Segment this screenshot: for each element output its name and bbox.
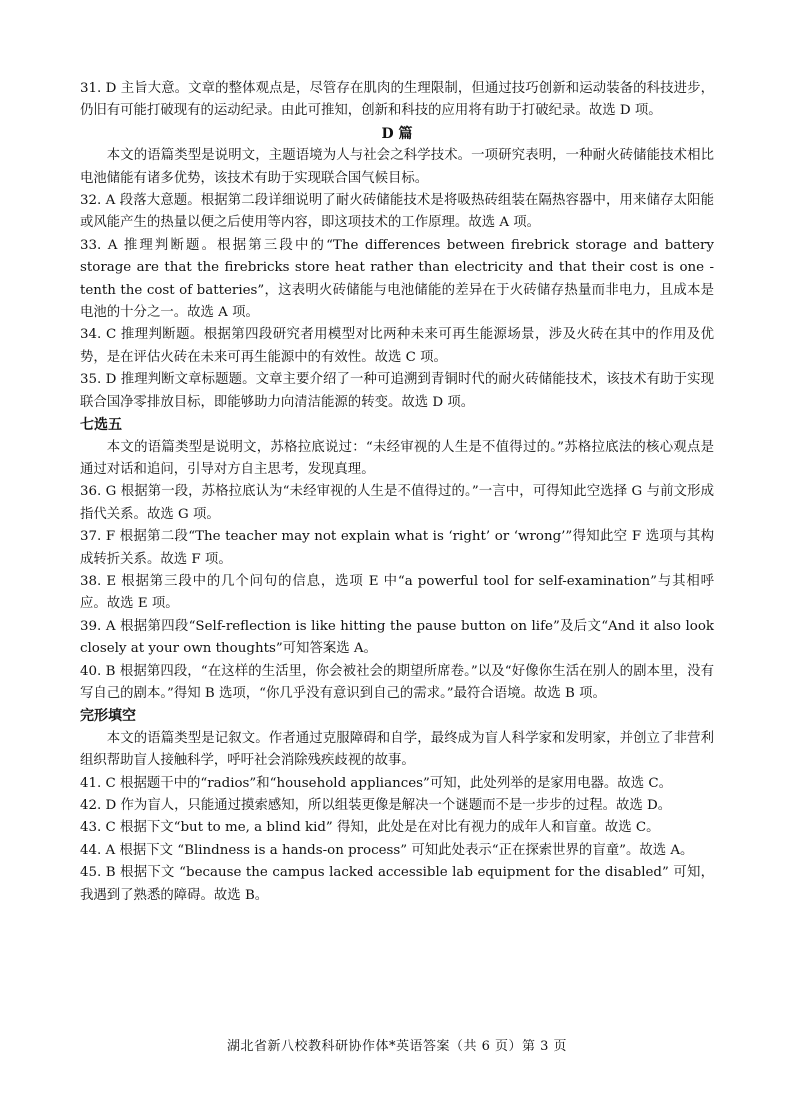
answer-q39: 39. A 根据第四段“Self-reflection is like hitting the pause button on life”及后文“And it also look closely at your own thoughts”可知答案选 A。 [80, 618, 719, 657]
answer-q36: 36. G 根据第一段，苏格拉底认为“未经审视的人生是不值得过的。”一言中，可得知此空选择 G 与前文形成指代关系。故选 G 项。 [80, 484, 714, 522]
answer-q32: 32. A 段落大意题。根据第二段详细说明了耐火砖储能技术是将吸热砖组装在隔热容器中，用来储存太阳能或风能产生的热量以便之后使用等内容，即这项技术的工作原理。故选 A 项。 [80, 193, 714, 231]
answer-q40: 40. B 根据第四段，“在这样的生活里，你会被社会的期望所席卷。”以及“好像你生活在别人的剧本里，没有写自己的剧本。”得知 B 选项，“你几乎没有意识到自己的需求。”最符合语境。故选 B 项。 [80, 663, 714, 701]
section-seven-title: 七选五 [80, 417, 122, 434]
page-footer: 湖北省新八校教科研协作体*英语答案（共 6 页）第 3 页 [226, 1039, 568, 1054]
section-cloze-intro: 本文的语篇类型是记叙文。作者通过克服障碍和自学，最终成为盲人科学家和发明家，并创立了非营利组织帮助盲人接触科学，呼吁社会消除残疾歧视的故事。 [80, 730, 714, 769]
answer-q41: 41. C 根据题干中的“radios”和“household appliances”可知，此处列举的是家用电器。故选 C。 [80, 775, 672, 791]
answer-q34: 34. C 推理判断题。根据第四段研究者用模型对比两种未来可再生能源场景，涉及火砖在其中的作用及优势，是在评估火砖在未来可再生能源中的有效性。故选 C 项。 [80, 327, 714, 365]
section-d-intro: 本文的语篇类型是说明文，主题语境为人与社会之科学技术。一项研究表明，一种耐火砖储能技术相比电池储能有诸多优势，该技术有助于实现联合国气候目标。 [80, 148, 714, 186]
answer-q33: 33. A 推理判断题。根据第三段中的“The differences between firebrick storage and battery storage are that the firebricks store heat rather than electricity and that their cost is one - tenth the cost of batteries”，这表明火砖储能与电池储能的差异在于火砖储存热量而非电力，且成本是电池的十分之一。故选 A 项。 [80, 237, 719, 321]
section-seven-intro: 本文的语篇类型是说明文，苏格拉底说过：“未经审视的人生是不值得过的。”苏格拉底法的核心观点是通过对话和追问，引导对方自主思考，发现真理。 [80, 439, 714, 477]
answer-q31: 31. D 主旨大意。文章的整体观点是，尽管存在肌肉的生理限制，但通过技巧创新和运动装备的科技进步，仍旧有可能打破现有的运动纪录。由此可推知，创新和科技的应用将有助于打破纪录。故选 D 项。 [80, 81, 714, 119]
answer-q43: 43. C 根据下文“but to me, a blind kid” 得知，此处是在对比有视力的成年人和盲童。故选 C。 [80, 820, 660, 836]
answer-page [80, 78, 719, 907]
answer-q42: 42. D 作为盲人，只能通过摸索感知，所以组装更像是解决一个谜题而不是一步步的过程。故选 D。 [80, 798, 672, 813]
answer-q35: 35. D 推理判断文章标题题。文章主要介绍了一种可追溯到青铜时代的耐火砖储能技术，该技术有助于实现联合国净零排放目标，即能够助力向清洁能源的转变。故选 D 项。 [80, 372, 714, 410]
answer-q37: 37. F 根据第二段“The teacher may not explain what is ‘right’ or ‘wrong’”得知此空 F 选项与其构成转折关系。故选 F 项。 [80, 529, 714, 567]
answer-q45: 45. B 根据下文 “because the campus lacked accessible lab equipment for the disabled” 可知，我遇到了熟悉的障碍。故选 B。 [80, 865, 714, 903]
section-cloze-title: 完形填空 [80, 708, 136, 725]
section-d-title: D 篇 [381, 125, 413, 142]
answer-q44: 44. A 根据下文 “Blindness is a hands-on process” 可知此处表示“正在探索世界的盲童”。故选 A。 [80, 842, 694, 858]
answer-q38: 38. E 根据第三段中的几个问句的信息，选项 E 中“a powerful tool for self-examination”与其相呼应。故选 E 项。 [80, 573, 714, 612]
